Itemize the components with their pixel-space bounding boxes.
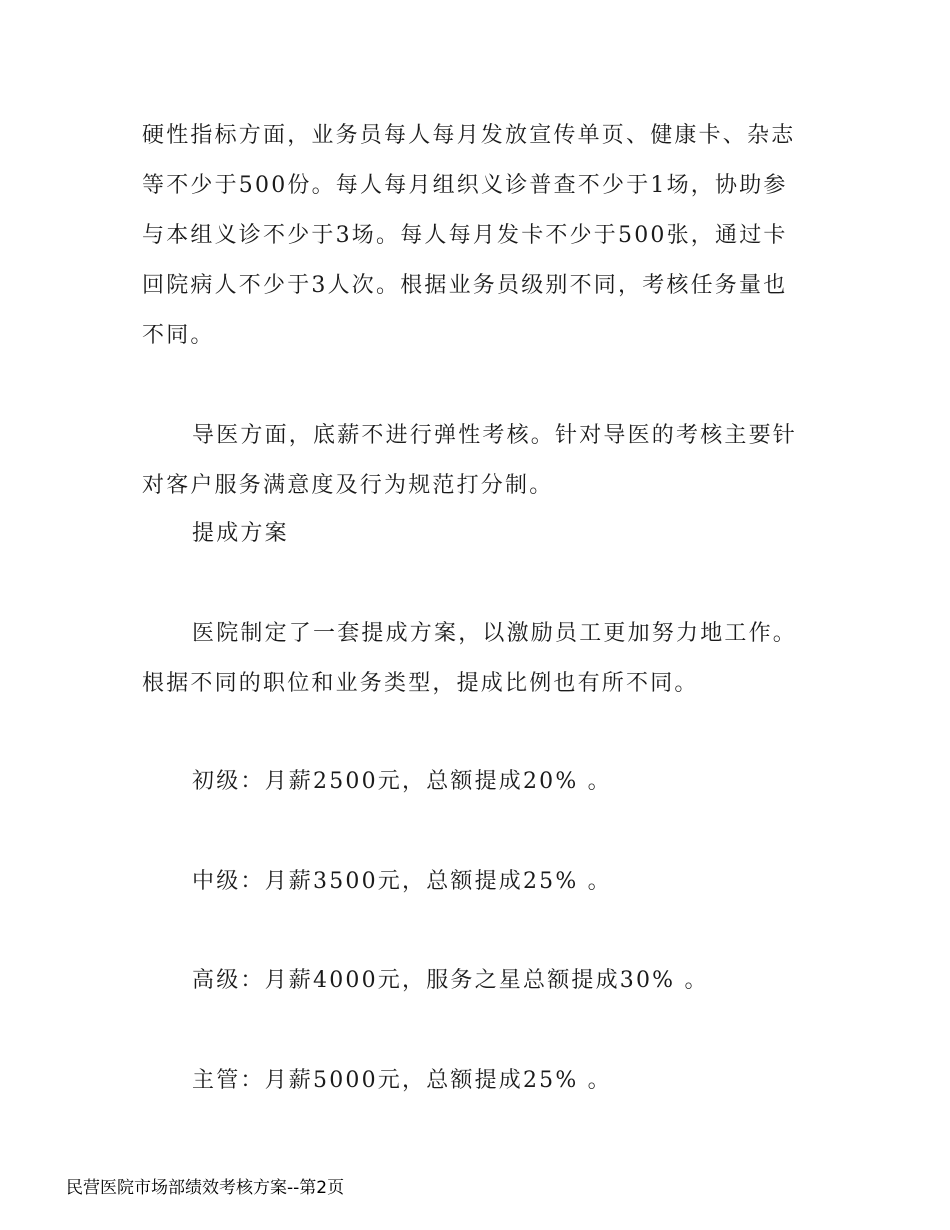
level-item-intermediate: 中级：月薪3500元，总额提成25% 。 bbox=[192, 869, 612, 894]
section-heading-commission: 提成方案 bbox=[192, 521, 289, 546]
paragraph-guide-doctor: 导医方面，底薪不进行弹性考核。针对导医的考核主要针对客户服务满意度及行为规范打分制。 bbox=[142, 423, 798, 498]
page-footer: 民营医院市场部绩效考核方案--第2页 bbox=[66, 1178, 345, 1198]
level-item-junior: 初级：月薪2500元，总额提成20% 。 bbox=[192, 769, 612, 794]
paragraph-hard-indicators: 硬性指标方面，业务员每人每月发放宣传单页、健康卡、杂志等不少于500份。每人每月组织义诊普查不少于1场，协助参与本组义诊不少于3场。每人每月发卡不少于500张，通过卡回院病人不少于3人次。根据业务员级别不同，考核任务量也不同。 bbox=[142, 123, 796, 348]
level-item-senior: 高级：月薪4000元，服务之星总额提成30% 。 bbox=[192, 968, 709, 993]
level-item-supervisor: 主管：月薪5000元，总额提成25% 。 bbox=[192, 1068, 612, 1093]
paragraph-commission-intro: 医院制定了一套提成方案，以激励员工更加努力地工作。根据不同的职位和业务类型，提成比例也有所不同。 bbox=[142, 621, 798, 696]
